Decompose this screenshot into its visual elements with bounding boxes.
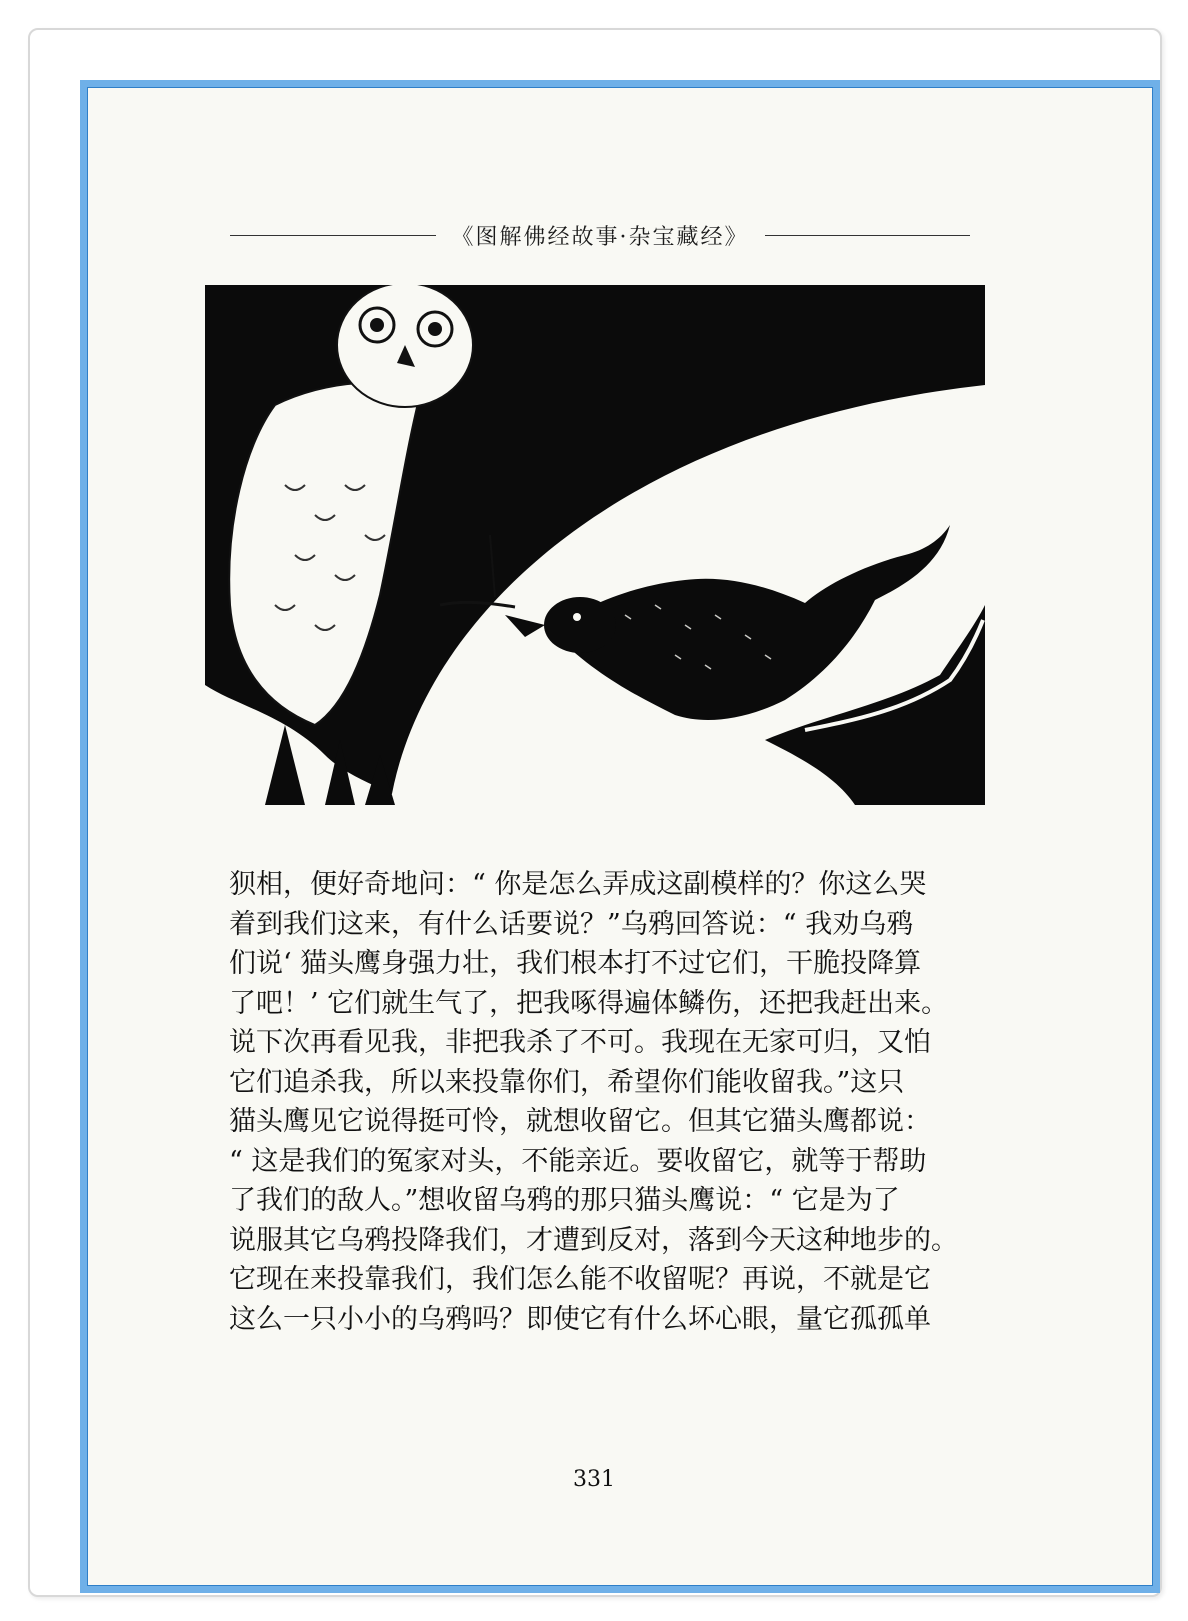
text-line: 它现在来投靠我们，我们怎么能不收留呢？再说，不就是它 <box>229 1264 931 1295</box>
text-line: 它们追杀我，所以来投靠你们，希望你们能收留我。”这只 <box>229 1066 905 1098</box>
page-container <box>28 28 1162 1597</box>
text-line: 了吧！’ 它们就生气了，把我啄得遍体鳞伤，还把我赶出来。 <box>229 987 949 1019</box>
text-line: 这么一只小小的乌鸦吗？即使它有什么坏心眼，量它孤孤单 <box>229 1303 931 1335</box>
book-title: 《图解佛经故事·杂宝藏经》 <box>451 224 749 250</box>
text-line: 们说‘ 猫头鹰身强力壮，我们根本打不过它们，干脆投降算 <box>229 948 922 979</box>
text-line: 着到我们这来，有什么话要说？”乌鸦回答说：“ 我劝乌鸦 <box>229 908 914 940</box>
text-line: 说服其它乌鸦投降我们，才遭到反对，落到今天这种地步的。 <box>229 1224 958 1256</box>
page-number: 331 <box>573 1467 615 1492</box>
running-header <box>230 215 970 255</box>
text-line: 了我们的敌人。”想收留乌鸦的那只猫头鹰说：“ 它是为了 <box>229 1185 900 1216</box>
body-text <box>229 865 969 1339</box>
text-line: 说下次再看见我，非把我杀了不可。我现在无家可归，又怕 <box>229 1027 931 1058</box>
text-line: “ 这是我们的冤家对头，不能亲近。要收留它，就等于帮助 <box>229 1145 927 1177</box>
owl-and-crow-illustration <box>205 285 985 805</box>
header-rule-right <box>765 235 971 236</box>
text-line: 猫头鹰见它说得挺可怜，就想收留它。但其它猫头鹰都说： <box>229 1106 931 1137</box>
text-line: 狈相，便好奇地问：“ 你是怎么弄成这副模样的？你这么哭 <box>229 869 927 900</box>
header-rule-left <box>230 235 436 236</box>
